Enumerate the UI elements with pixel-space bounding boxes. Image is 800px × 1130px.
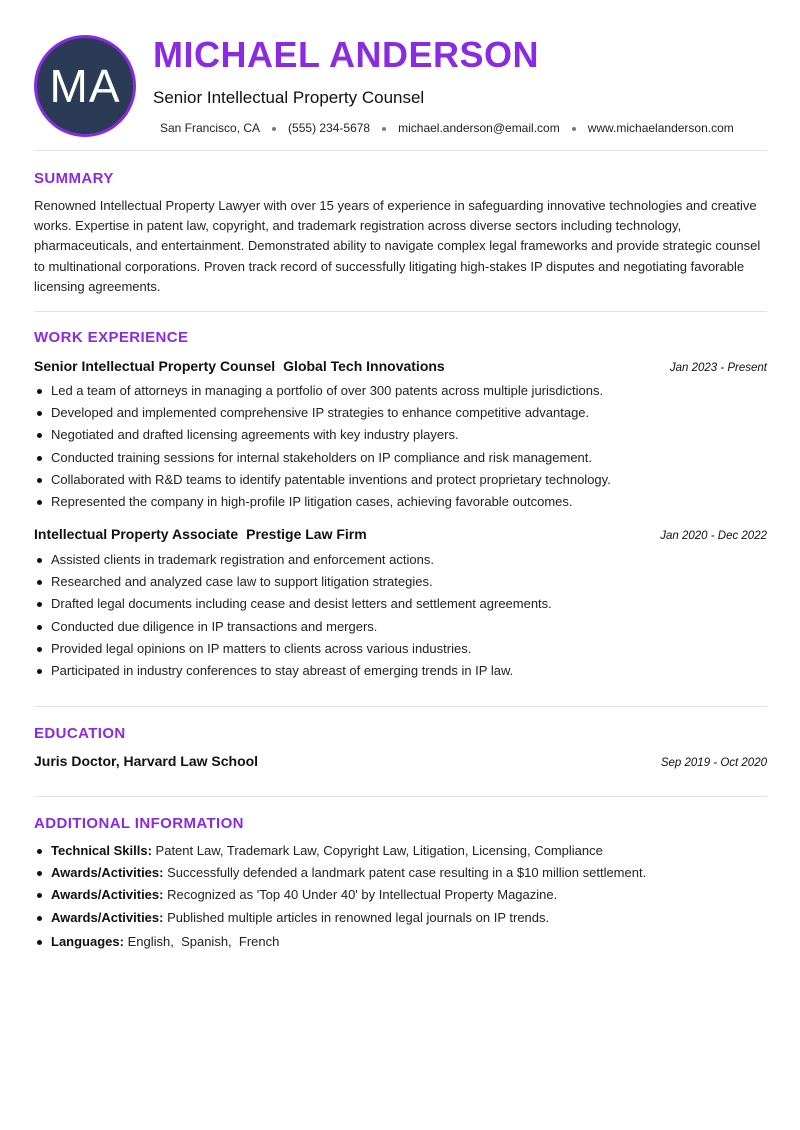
job-bullets xyxy=(34,380,767,513)
contact-phone: (555) 234-5678 xyxy=(288,121,371,135)
list-item: Provided legal opinions on IP matters to clients across various industries. xyxy=(34,638,767,660)
avatar xyxy=(34,35,136,137)
item-text: English, Spanish, French xyxy=(127,933,280,949)
job-header xyxy=(34,526,767,542)
education-heading: EDUCATION xyxy=(34,725,126,742)
additional-info-list xyxy=(34,840,767,953)
job-title xyxy=(34,526,367,542)
job-role: Intellectual Property Associate xyxy=(34,526,239,542)
list-item: Participated in industry conferences to stay abreast of emerging trends in IP law. xyxy=(34,660,767,682)
job-company: Global Tech Innovations xyxy=(283,358,445,374)
list-item: Drafted legal documents including cease and desist letters and settlement agreements. xyxy=(34,593,767,615)
separator-dot xyxy=(572,127,576,131)
job-dates: Jan 2020 - Dec 2022 xyxy=(660,530,767,542)
summary-text: Renowned Intellectual Property Lawyer with over 15 years of experience in safeguarding innovative technologies and creative works. Expertise in patent law, copyright, and trademark registration across diverse sectors including technology, pharmaceuticals, and entertainment. Demonstrated ability to navigate complex legal frameworks and provide strategic counsel to multinational corporations. Proven track record of successfully litigating high-stakes IP disputes and negotiating favorable licensing agreements. xyxy=(34,198,761,294)
list-item xyxy=(34,862,767,884)
item-text: Published multiple articles in renowned legal journals on IP trends. xyxy=(167,909,550,925)
job-header xyxy=(34,358,767,374)
contact-email[interactable]: michael.anderson@email.com xyxy=(398,121,560,135)
contact-location: San Francisco, CA xyxy=(160,121,261,135)
list-item: Led a team of attorneys in managing a portfolio of over 300 patents across multiple jurisdictions. xyxy=(34,380,767,402)
work-experience-heading: WORK EXPERIENCE xyxy=(34,329,189,346)
divider xyxy=(34,150,767,151)
avatar-initials: MA xyxy=(49,60,121,112)
list-item: Collaborated with R&D teams to identify patentable inventions and protect proprietary technology. xyxy=(34,469,767,491)
job-role: Senior Intellectual Property Counsel xyxy=(34,358,276,374)
additional-info-heading: ADDITIONAL INFORMATION xyxy=(34,815,244,832)
item-text: Patent Law, Trademark Law, Copyright Law, Litigation, Licensing, Compliance xyxy=(155,843,603,858)
item-label: Awards/Activities: xyxy=(51,887,164,903)
list-item: Conducted training sessions for internal stakeholders on IP compliance and risk management. xyxy=(34,447,767,469)
list-item xyxy=(34,840,767,862)
divider xyxy=(34,311,767,312)
divider xyxy=(34,706,767,707)
job-bullets xyxy=(34,549,767,682)
list-item xyxy=(34,931,767,953)
list-item: Developed and implemented comprehensive IP strategies to enhance competitive advantage. xyxy=(34,402,767,424)
candidate-title: Senior Intellectual Property Counsel xyxy=(153,88,425,107)
job-company: Prestige Law Firm xyxy=(246,526,367,542)
summary-heading: SUMMARY xyxy=(34,170,114,187)
list-item: Researched and analyzed case law to support litigation strategies. xyxy=(34,571,767,593)
education-entry xyxy=(34,753,767,769)
item-label: Awards/Activities: xyxy=(51,909,164,925)
degree: Juris Doctor, Harvard Law School xyxy=(34,753,259,769)
item-text: Recognized as 'Top 40 Under 40' by Intellectual Property Magazine. xyxy=(167,887,558,903)
contact-website[interactable]: www.michaelanderson.com xyxy=(587,121,734,135)
candidate-name: MICHAEL ANDERSON xyxy=(153,34,540,75)
contact-line xyxy=(160,121,734,135)
list-item xyxy=(34,907,767,929)
item-label: Technical Skills: xyxy=(51,843,152,858)
list-item: Assisted clients in trademark registration and enforcement actions. xyxy=(34,549,767,571)
divider xyxy=(34,796,767,797)
job-title xyxy=(34,358,445,374)
separator-dot xyxy=(382,127,386,131)
list-item xyxy=(34,884,767,906)
list-item: Represented the company in high-profile IP litigation cases, achieving favorable outcomes. xyxy=(34,491,767,513)
item-label: Awards/Activities: xyxy=(51,865,164,881)
list-item: Negotiated and drafted licensing agreements with key industry players. xyxy=(34,424,767,446)
separator-dot xyxy=(272,127,276,131)
education-dates: Sep 2019 - Oct 2020 xyxy=(660,757,767,769)
job-dates: Jan 2023 - Present xyxy=(669,362,767,374)
item-label: Languages: xyxy=(51,933,124,949)
item-text: Successfully defended a landmark patent case resulting in a $10 million settlement. xyxy=(167,865,647,881)
list-item: Conducted due diligence in IP transactions and mergers. xyxy=(34,616,767,638)
